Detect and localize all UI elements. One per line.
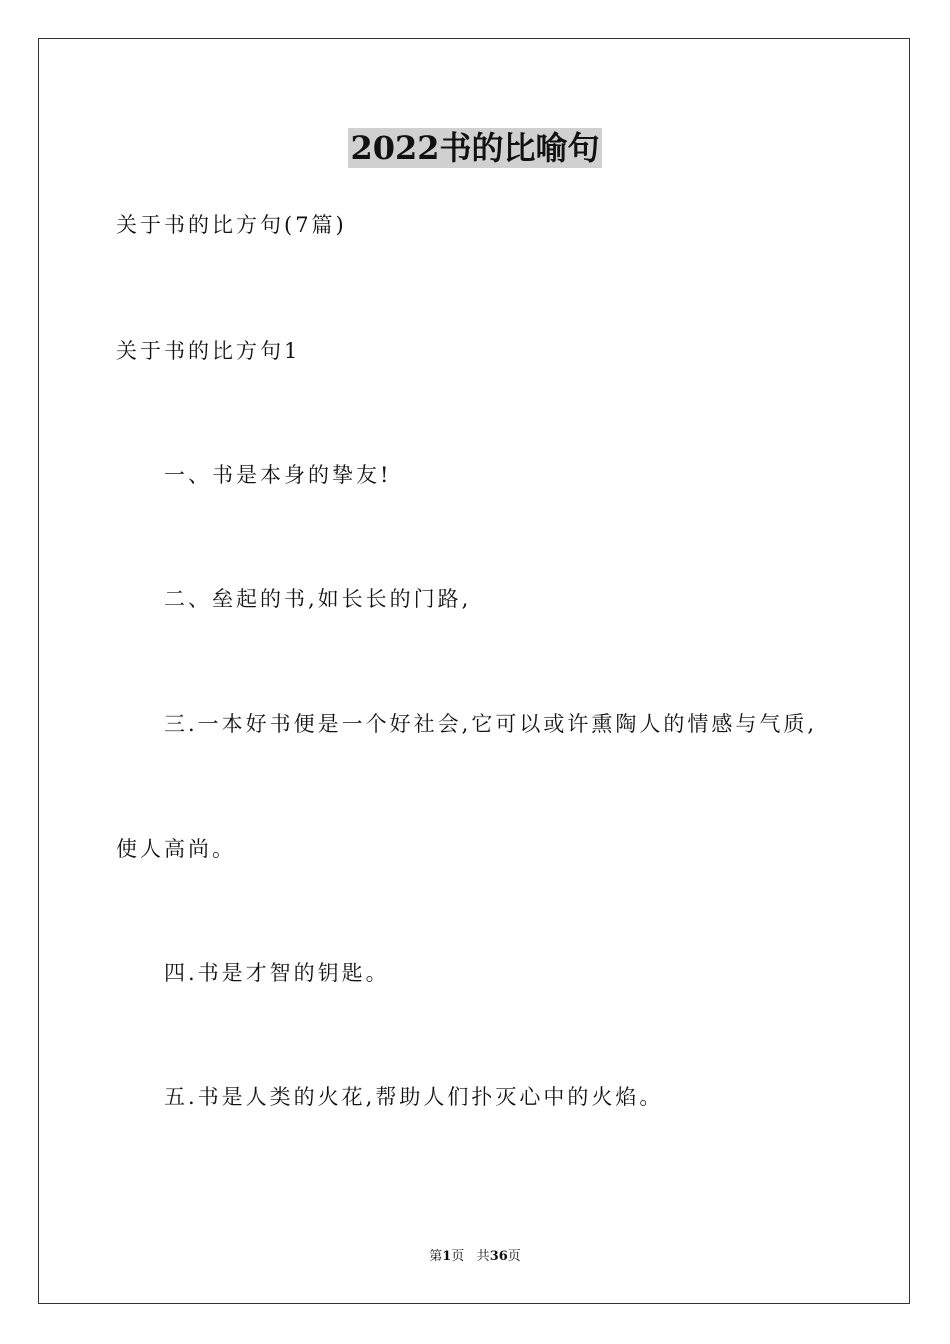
footer-page-suffix: 页 (451, 1249, 465, 1264)
footer-page-prefix: 第 (429, 1249, 443, 1264)
section-heading: 关于书的比方句1 (116, 339, 301, 363)
footer-page-number: 1 (442, 1249, 452, 1264)
title-container (0, 128, 950, 168)
footer-total-prefix: 共 (476, 1249, 490, 1264)
paragraph-item-3-continued: 使人高尚。 (116, 837, 236, 861)
document-title: 2022书的比喻句 (350, 129, 600, 167)
page-footer (0, 1248, 950, 1266)
paragraph-item-2: 二、垒起的书,如长长的门路, (164, 587, 472, 611)
paragraph-item-1: 一、书是本身的挚友! (164, 463, 392, 487)
paragraph-item-3: 三.一本好书便是一个好社会,它可以或许熏陶人的情感与气质, (164, 712, 818, 736)
paragraph-item-4: 四.书是才智的钥匙。 (164, 961, 390, 985)
footer-total-suffix: 页 (507, 1249, 521, 1264)
document-subtitle: 关于书的比方句(7篇) (116, 213, 347, 237)
footer-total-pages: 36 (489, 1249, 508, 1264)
paragraph-item-5: 五.书是人类的火花,帮助人们扑灭心中的火焰。 (164, 1085, 664, 1109)
